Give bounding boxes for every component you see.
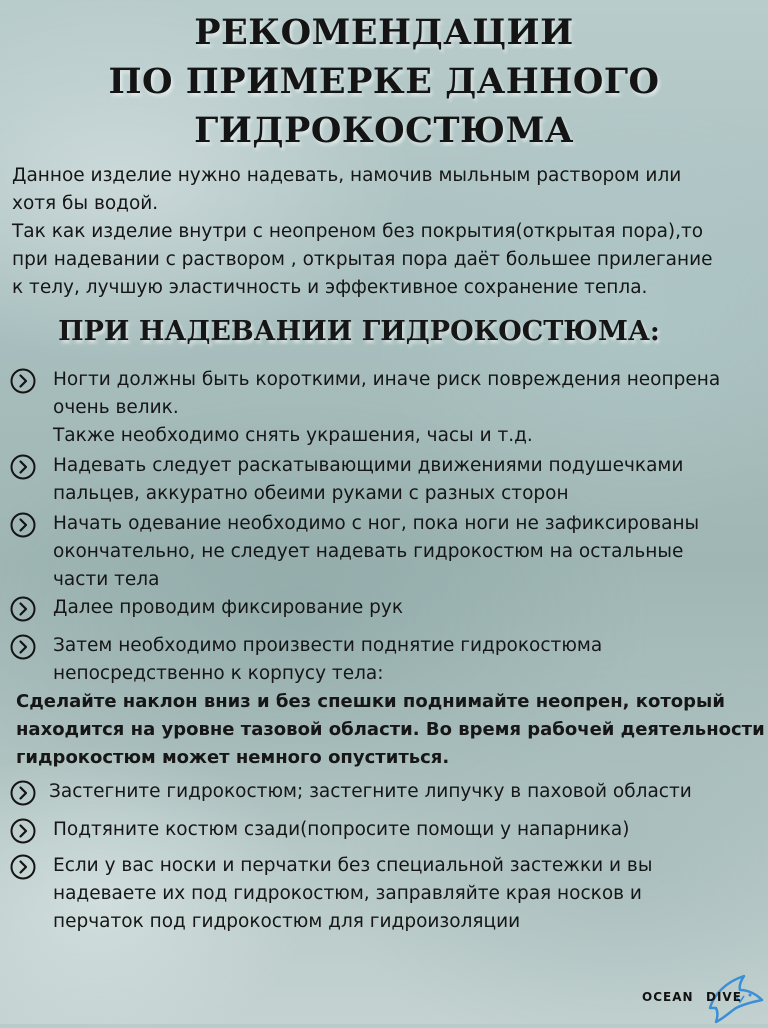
list-item-line: Подтяните костюм сзади(попросите помощи у напарника) [53, 819, 630, 840]
title-line-2: ПО ПРИМЕРКЕ ДАННОГО [108, 61, 660, 102]
title-line-3: ГИДРОКОСТЮМА [194, 110, 574, 151]
list-item-line: Если у вас носки и перчатки без специальной застежки и вы [53, 855, 653, 876]
section-heading: ПРИ НАДЕВАНИИ ГИДРОКОСТЮМА: [58, 316, 660, 347]
title-line-1: РЕКОМЕНДАЦИИ [194, 12, 574, 53]
list-item-line: перчаток под гидрокостюм для гидроизоляции [53, 911, 521, 932]
list-item-line: Ногти должны быть короткими, иначе риск повреждения неопрена [53, 369, 721, 390]
chevron-circle-icon [10, 512, 36, 538]
logo-word-ocean: OCEAN [642, 990, 694, 1004]
chevron-circle-icon [10, 596, 36, 622]
intro-line-2: хотя бы водой. [12, 193, 159, 214]
intro-line-3: Так как изделие внутри с неопреном без покрытия(открытая пора),то [12, 221, 704, 242]
chevron-circle-icon [10, 368, 36, 394]
chevron-circle-icon [10, 818, 36, 844]
list-item-line: Начать одевание необходимо с ног, пока ноги не зафиксированы [53, 513, 700, 534]
list-item-line: пальцев, аккуратно обеими руками с разных сторон [53, 483, 569, 504]
note-line-3: гидрокостюм может немного опуститься. [16, 747, 450, 768]
ocean-dive-logo [640, 968, 764, 1024]
list-item-line: Далее проводим фиксирование рук [53, 597, 404, 618]
intro-line-1: Данное изделие нужно надевать, намочив мыльным раствором или [12, 165, 682, 186]
list-item-line: Затем необходимо произвести поднятие гидрокостюма [53, 635, 603, 656]
chevron-circle-icon [10, 780, 36, 806]
chevron-circle-icon [10, 854, 36, 880]
list-item-line: надеваете их под гидрокостюм, заправляйте края носков и [53, 883, 642, 904]
intro-line-5: к телу, лучшую эластичность и эффективное сохранение тепла. [12, 277, 648, 298]
list-item-line: непосредственно к корпусу тела: [53, 663, 384, 684]
chevron-circle-icon [10, 634, 36, 660]
list-item-line: окончательно, не следует надевать гидрокостюм на остальные [53, 541, 684, 562]
list-item-line: Надевать следует раскатывающими движениями подушечками [53, 455, 684, 476]
note-line-2: находится на уровне тазовой области. Во время рабочей деятельности [16, 719, 765, 740]
intro-paragraph [12, 162, 762, 302]
note-line-1: Сделайте наклон вниз и без спешки поднимайте неопрен, который [16, 691, 725, 712]
chevron-circle-icon [10, 454, 36, 480]
intro-line-4: при надевании с раствором , открытая пора даёт большее прилегание [12, 249, 713, 270]
page-title [0, 8, 768, 155]
logo-word-dive: DIVE [706, 990, 742, 1004]
list-item-line: части тела [53, 569, 160, 590]
list-item-line: Также необходимо снять украшения, часы и т.д. [53, 425, 533, 446]
bold-note [16, 688, 764, 772]
list-item-line: очень велик. [53, 397, 179, 418]
list-item-line: Застегните гидрокостюм; застегните липучку в паховой области [49, 781, 692, 802]
